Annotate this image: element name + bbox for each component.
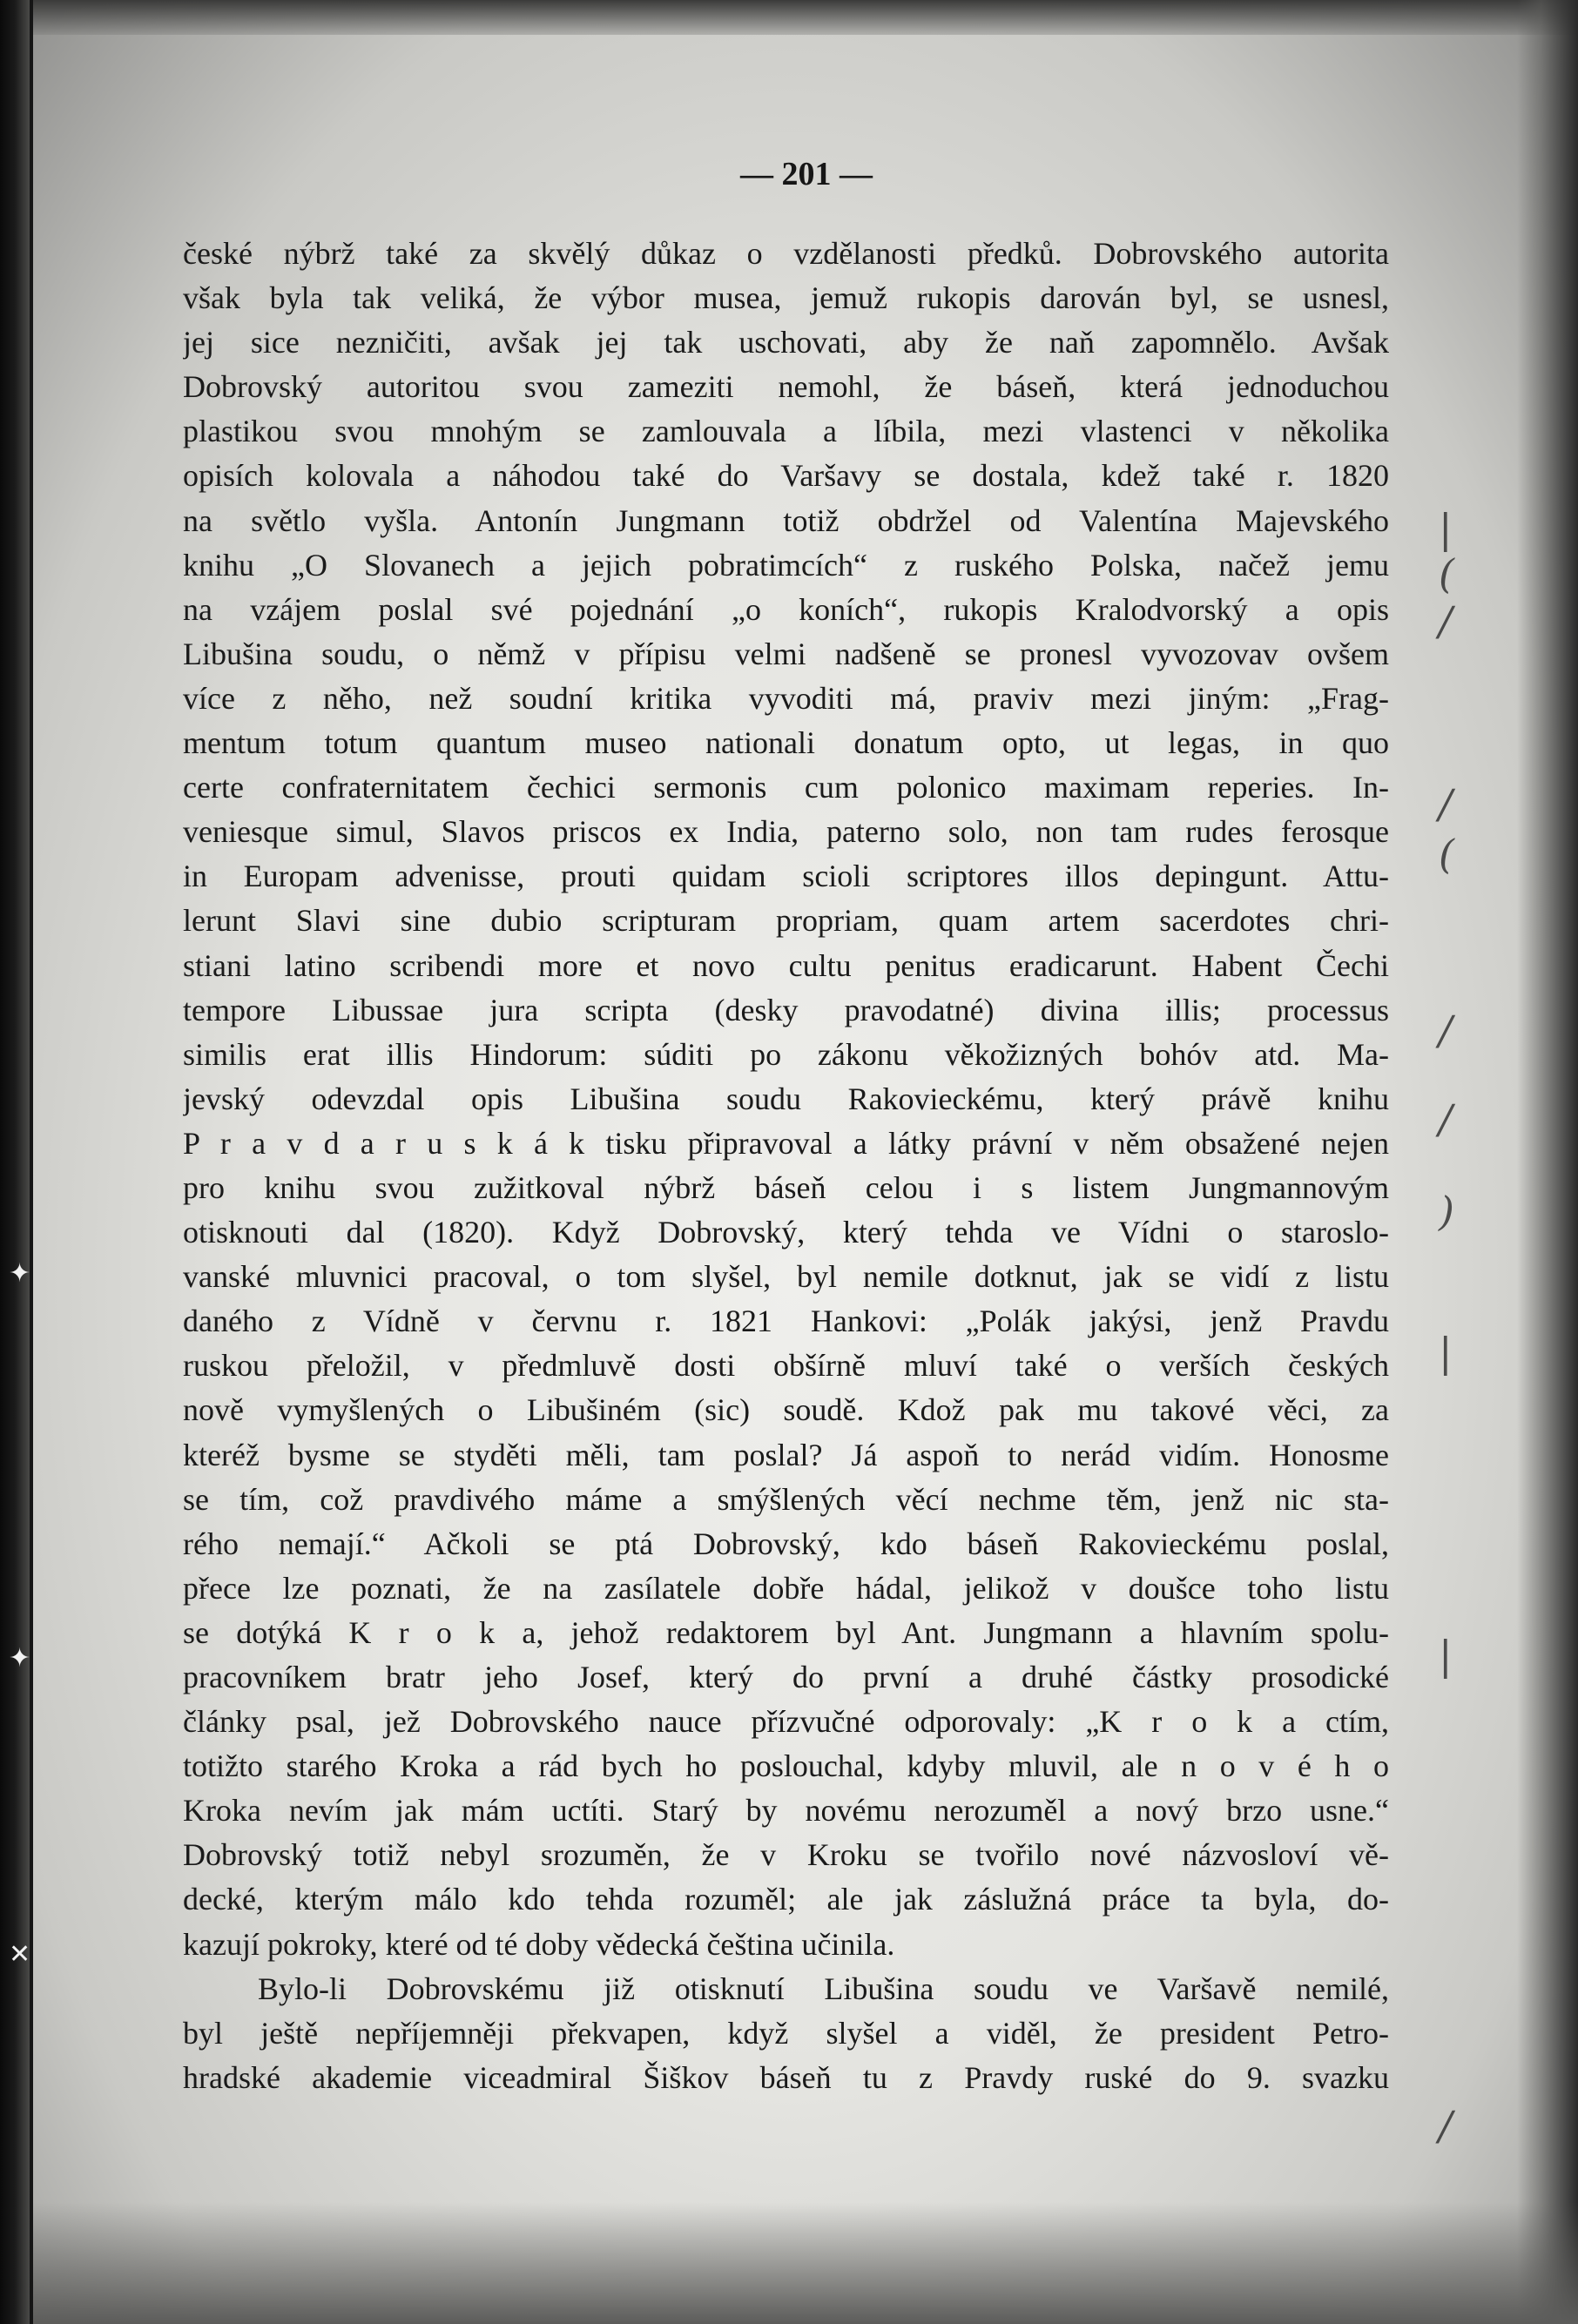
text-line: P r a v d a r u s k á k tisku připravoval a látky právní v něm obsažené nejen <box>183 1125 1389 1161</box>
text-line: Kroka nevím jak mám uctíti. Starý by novému nerozuměl a nový brzo usne.“ <box>183 1793 1389 1829</box>
text-line: rého nemají.“ Ačkoli se ptá Dobrovský, kdo báseň Rakovieckému poslal, <box>183 1526 1389 1561</box>
binding-edge-line <box>30 0 33 2324</box>
margin-pencil-mark: / <box>1439 780 1453 827</box>
binding-thread-mark: ✕ <box>9 1939 31 1970</box>
text-line: in Europam advenisse, prouti quidam scioli scriptores illos depingunt. Attu- <box>183 859 1389 894</box>
margin-pencil-mark: ) <box>1439 1188 1454 1235</box>
text-line: similis erat illis Hindorum: súditi po zákonu věkožizných bohóv atd. Ma- <box>183 1036 1389 1072</box>
text-line: lerunt Slavi sine dubio scripturam propriam, quam artem sacerdotes chri- <box>183 903 1389 939</box>
text-line: na vzájem poslal své pojednání „o koních“, rukopis Kralodvorský a opis <box>183 591 1389 627</box>
margin-pencil-mark: ( <box>1439 831 1454 878</box>
text-line: pracovníkem bratr jeho Josef, který do první a druhé částky prosodické <box>183 1660 1389 1694</box>
text-line: jevský odevzdal opis Libušina soudu Rakovieckému, který právě knihu <box>183 1081 1389 1116</box>
paragraph-end-line: kazují pokroky, které od té doby vědecká čeština učinila. <box>183 1926 895 1962</box>
text-line: hradské akademie viceadmiral Šiškov báseň tu z Pravdy ruské do 9. svazku <box>183 2059 1389 2095</box>
text-line: mentum totum quantum museo nationali donatum opto, ut legas, in quo <box>183 725 1389 761</box>
margin-pencil-mark: / <box>1439 597 1453 644</box>
margin-pencil-mark: | <box>1439 1632 1453 1679</box>
margin-pencil-mark: ( <box>1439 550 1454 597</box>
margin-pencil-mark: / <box>1439 1007 1453 1054</box>
margin-pencil-mark: / <box>1439 2102 1453 2149</box>
text-line: veniesque simul, Slavos priscos ex India, paterno solo, non tam rudes ferosque <box>183 814 1389 850</box>
margin-pencil-mark: | <box>1439 1329 1453 1376</box>
page-right-shadow <box>1517 0 1578 2324</box>
page-top-shadow <box>0 0 1578 35</box>
binding-thread-mark: ✦ <box>9 1643 31 1674</box>
text-line: se dotýká K r o k a, jehož redaktorem byl Ant. Jungmann a hlavním spolu- <box>183 1614 1389 1650</box>
text-line: byl ještě nepříjemněji překvapen, když slyšel a viděl, že president Petro- <box>183 2015 1389 2051</box>
page-bottom-shadow <box>0 2202 1578 2324</box>
text-line: ruskou přeložil, v předmluvě dosti obšírně mluví také o verších českých <box>183 1348 1389 1384</box>
text-line: přece lze poznati, že na zasílatele dobře hádal, jelikož v doušce toho listu <box>183 1570 1389 1606</box>
paragraph-start-line: Bylo-li Dobrovskému již otisknutí Libušina soudu ve Varšavě nemilé, <box>258 1970 1389 2006</box>
text-line: kteréž bysme se styděti měli, tam poslal? Já aspoň to nerád vidím. Honosme <box>183 1437 1389 1472</box>
text-line: totižto starého Kroka a rád bych ho poslouchal, kdyby mluvil, ale n o v é h o <box>183 1748 1389 1784</box>
margin-pencil-mark: | <box>1439 505 1453 552</box>
text-line: plastikou svou mnohým se zamlouvala a líbila, mezi vlastenci v několika <box>183 414 1389 449</box>
binding-edge <box>0 0 30 2324</box>
text-line: stiani latino scribendi more et novo cultu penitus eradicarunt. Habent Čechi <box>183 947 1389 983</box>
text-line: knihu „O Slovanech a jejich pobratimcích“ z ruského Polska, načež jemu <box>183 547 1389 583</box>
text-line: se tím, což pravdivého máme a smýšlených věcí nechme těm, jenž nic sta- <box>183 1481 1389 1517</box>
text-line: jej sice nezničiti, avšak jej tak uschovati, aby že naň zapomnělo. Avšak <box>183 325 1389 360</box>
page-number: — 201 — <box>740 156 873 192</box>
body-text <box>183 232 1389 2100</box>
text-line: však byla tak veliká, že výbor musea, jemuž rukopis darován byl, se usnesl, <box>183 280 1389 316</box>
text-line: Libušina soudu, o němž v přípisu velmi nadšeně se pronesl vyvozovav ovšem <box>183 636 1389 671</box>
margin-pencil-mark: / <box>1439 1095 1453 1142</box>
text-line: daného z Vídně v červnu r. 1821 Hankovi: „Polák jakýsi, jenž Pravdu <box>183 1303 1389 1339</box>
text-line: tempore Libussae jura scripta (desky pravodatné) divina illis; processus <box>183 992 1389 1027</box>
text-line: pro knihu svou zužitkoval nýbrž báseň celou i s listem Jungmannovým <box>183 1169 1389 1205</box>
text-line: české nýbrž také za skvělý důkaz o vzdělanosti předků. Dobrovského autorita <box>183 236 1389 271</box>
text-line: opisích kolovala a náhodou také do Varšavy se dostala, kdež také r. 1820 <box>183 458 1389 494</box>
text-line: Dobrovský autoritou svou zameziti nemohl, že báseň, která jednoduchou <box>183 369 1389 405</box>
text-line: otisknouti dal (1820). Když Dobrovský, který tehda ve Vídni o staroslo- <box>183 1215 1389 1250</box>
text-line: vanské mluvnici pracoval, o tom slyšel, byl nemile dotknut, jak se vidí z listu <box>183 1259 1389 1295</box>
text-line: certe confraternitatem čechici sermonis cum polonico maximam reperies. In- <box>183 770 1389 805</box>
text-line: na světlo vyšla. Antonín Jungmann totiž obdržel od Valentína Majevského <box>183 502 1389 538</box>
text-line: více z něho, než soudní kritika vyvoditi má, praviv mezi jiným: „Frag- <box>183 680 1389 716</box>
text-line: články psal, jež Dobrovského nauce přízvučné odporovaly: „K r o k a ctím, <box>183 1704 1389 1740</box>
binding-thread-mark: ✦ <box>9 1258 31 1289</box>
text-line: decké, kterým málo kdo tehda rozuměl; ale jak záslužná práce ta byla, do- <box>183 1882 1389 1917</box>
text-line: Dobrovský totiž nebyl srozuměn, že v Kroku se tvořilo nové názvosloví vě- <box>183 1837 1389 1873</box>
text-line: nově vymyšlených o Libušiném (sic) soudě. Kdož pak mu takové věci, za <box>183 1392 1389 1428</box>
